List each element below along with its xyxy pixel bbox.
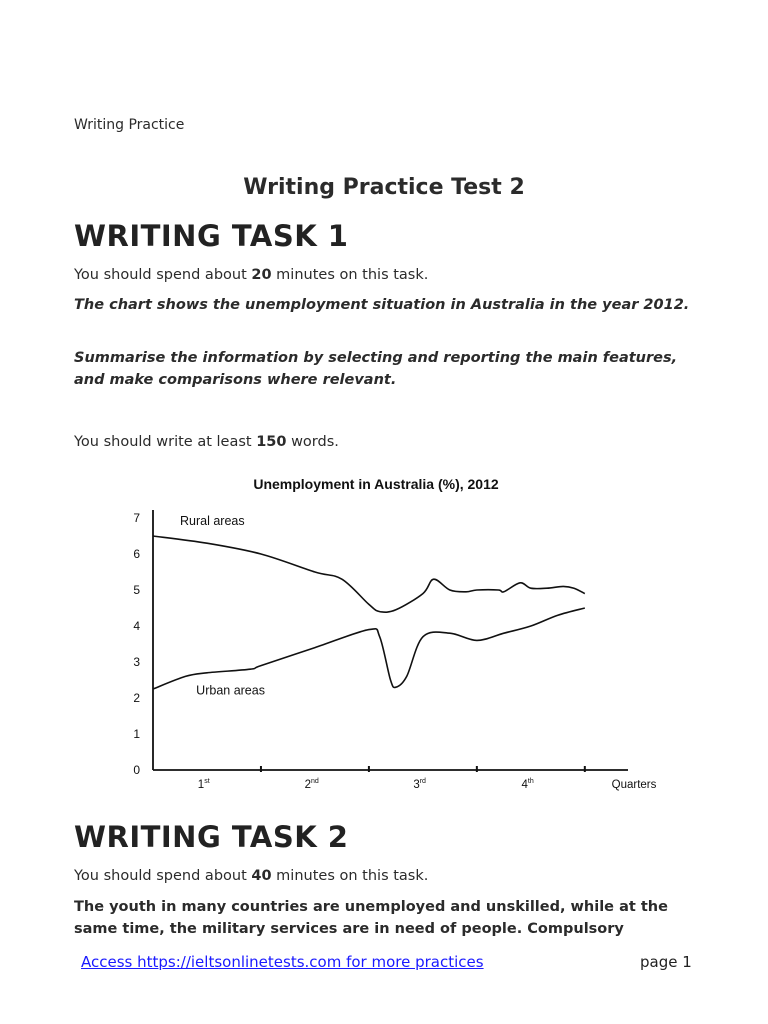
chart-title: Unemployment in Australia (%), 2012	[253, 476, 499, 492]
y-tick-label: 5	[133, 583, 140, 597]
task1-prompt-summarise: Summarise the information by selecting and reporting the main features, and make comparisons where relevant.	[74, 350, 678, 388]
y-tick-label: 1	[133, 727, 140, 741]
y-tick-label: 3	[133, 655, 140, 669]
task1-word-count	[74, 431, 704, 453]
unemployment-chart	[100, 468, 680, 798]
y-tick-label: 0	[133, 763, 140, 777]
time-text-pre: You should spend about	[74, 868, 252, 884]
y-tick-label: 2	[133, 691, 140, 705]
x-tick-label: 4th	[521, 778, 534, 791]
x-tick-label: 1st	[197, 778, 210, 791]
task1-heading: WRITING TASK 1	[74, 219, 349, 253]
words-text-post: words.	[286, 434, 339, 450]
words-text-pre: You should write at least	[74, 434, 257, 450]
series-label: Rural areas	[179, 514, 245, 529]
x-tick-label: 3rd	[413, 778, 426, 791]
series-line-urban	[153, 608, 585, 689]
page-number: page 1	[640, 953, 692, 971]
x-axis-label: Quarters	[611, 779, 657, 791]
time-text-post: minutes on this task.	[271, 267, 429, 283]
task2-heading: WRITING TASK 2	[74, 820, 349, 854]
words-number: 150	[256, 434, 287, 450]
series-line-rural	[153, 536, 585, 612]
y-tick-label: 7	[133, 511, 140, 525]
y-tick-label: 6	[133, 547, 140, 561]
y-tick-label: 4	[133, 619, 140, 633]
x-tick-label: 2nd	[304, 778, 319, 791]
task1-time-instruction	[74, 264, 704, 286]
time-minutes: 20	[251, 267, 272, 283]
task2-time-instruction	[74, 865, 704, 887]
time-text-post: minutes on this task.	[271, 868, 429, 884]
time-text-pre: You should spend about	[74, 267, 252, 283]
test-title: Writing Practice Test 2	[243, 175, 525, 200]
footer-practice-link[interactable]: Access https://ieltsonlinetests.com for more practices	[81, 953, 484, 971]
series-label: Urban areas	[196, 683, 265, 698]
task1-prompt-chart: The chart shows the unemployment situation in Australia in the year 2012.	[74, 297, 690, 313]
document-header: Writing Practice	[74, 117, 185, 133]
time-minutes: 40	[251, 868, 272, 884]
task2-prompt: The youth in many countries are unemployed and unskilled, while at the same time, the military services are in need of people. Compulsory	[74, 899, 668, 937]
